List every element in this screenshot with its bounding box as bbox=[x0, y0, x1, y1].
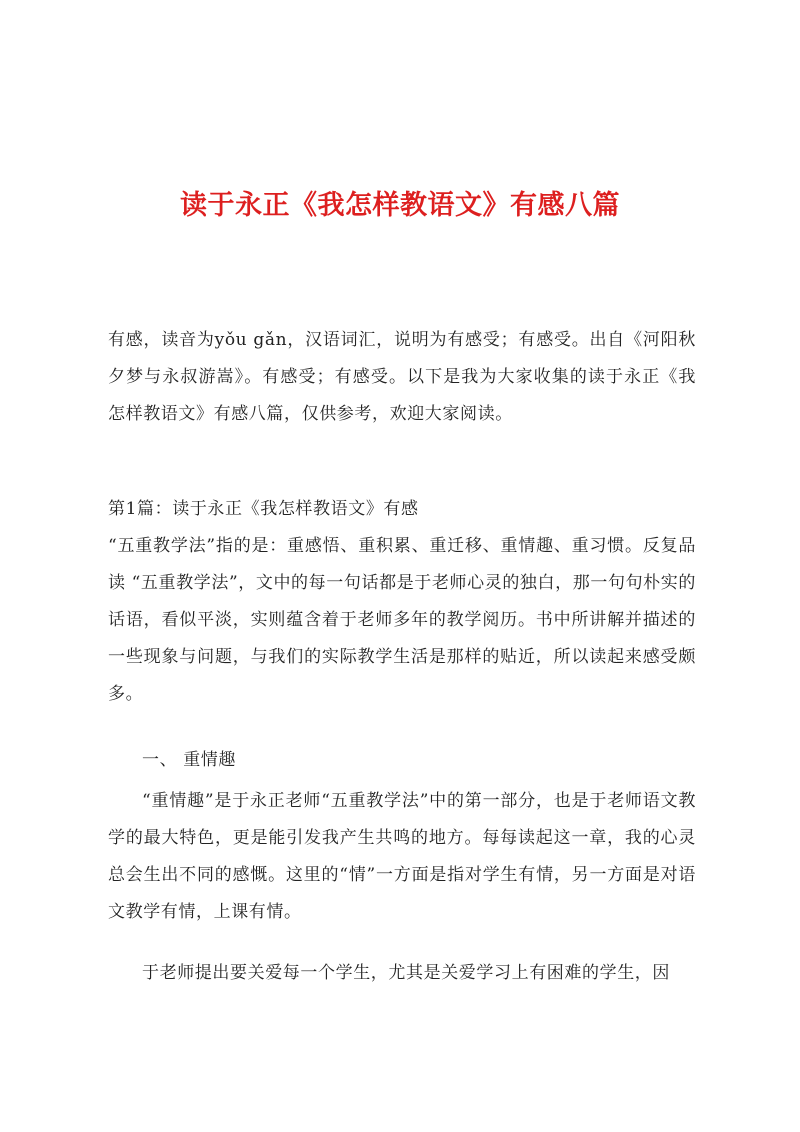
body-paragraph: “重情趣”是于永正老师“五重教学法”中的第一部分，也是于老师语文教学的最大特色，更是能引发我产生共鸣的地方。每每读起这一章，我的心灵总会生出不同的感慨。这里的“情”一方面是指对学生有情，另一方面是对语文教学有情，上课有情。 bbox=[108, 791, 696, 922]
body-paragraph: “五重教学法”指的是：重感悟、重积累、重迁移、重情趣、重习惯。反复品读 “五重教学法”，文中的每一句话都是于老师心灵的独白，那一句句朴实的话语，看似平淡，实则蕴含着于老师多年的教学阅历。书中所讲解并描述的一些现象与问题，与我们的实际教学生活是那样的贴近，所以读起来感受颇多。 bbox=[108, 536, 696, 704]
sub-heading: 一、 重情趣 bbox=[142, 750, 237, 770]
intro-paragraph: 有感，读音为yǒu gǎn，汉语词汇，说明为有感受；有感受。出自《河阳秋夕梦与永叔游嵩》。有感受；有感受。以下是我为大家收集的读于永正《我怎样教语文》有感八篇，仅供参考，欢迎大家阅读。 bbox=[108, 330, 696, 424]
section-heading: 第1篇：读于永正《我怎样教语文》有感 bbox=[108, 499, 419, 519]
body-paragraph: 于老师提出要关爱每一个学生，尤其是关爱学习上有困难的学生，因 bbox=[142, 963, 670, 983]
document-title: 读于永正《我怎样教语文》有感八篇 bbox=[180, 190, 620, 222]
